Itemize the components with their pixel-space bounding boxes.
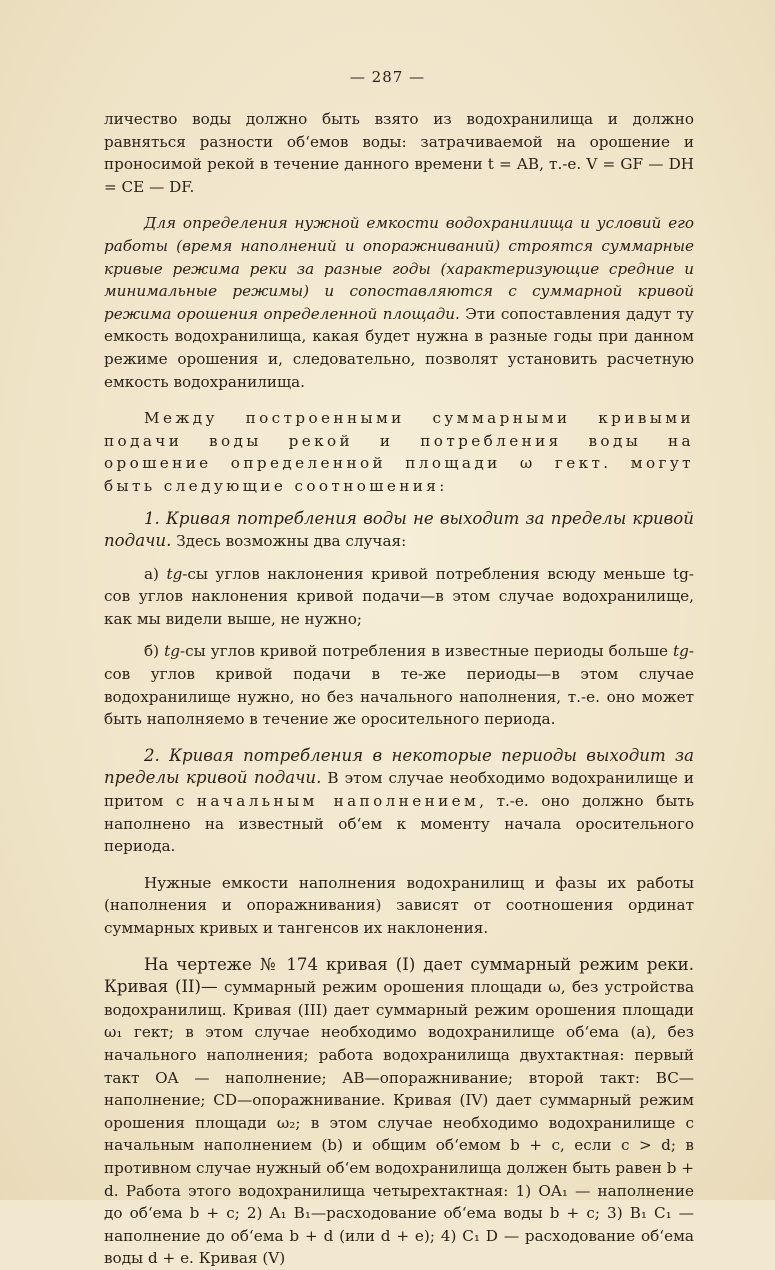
paragraph-text: -сы углов кривой потребления в известные периоды больше: [179, 642, 674, 661]
page-number: — 287 —: [349, 68, 426, 86]
paragraph-text: В этом случае необходимо водохранилище и притом с: [104, 769, 694, 811]
page-body: [104, 108, 694, 1270]
paragraph-text: Нужные емкости наполнения водохранилищ и фазы их работы (наполнения и опоражнивания) зависят от соотношения ординат суммарных кривых и тангенсов их наклонения.: [104, 873, 694, 937]
spaced-emphasis: начальным наполнением: [196, 792, 480, 811]
case-heading: 1. Кривая потребления воды не выходит за пределы кривой подачи.: [104, 508, 694, 551]
case-heading: 2. Кривая потребления в некоторые периоды выходит за пределы кривой подачи.: [104, 745, 694, 788]
paragraph-text: Между построенными суммарными кривыми подачи воды рекой и потребления воды на орошение определенной площади ω гект. могут быть следующие соотношения:: [104, 409, 694, 495]
math-term: tg: [164, 642, 180, 661]
paragraph-text: Эти сопоставления дадут ту емкость водохранилища, какая будет нужна в разные годы при данном режиме орошения и, следовательно, позволят установить расчетную емкость водохранилища.: [104, 304, 694, 391]
list-marker: б): [144, 642, 165, 661]
paragraph-text: Здесь возможны два случая:: [171, 532, 407, 551]
paragraph-case-2: [104, 745, 694, 858]
paragraph-text: суммарный режим орошения площади ω, без устройства водохранилищ. Кривая (III) дает суммарный режим орошения площади ω₁ гект; в этом случае необходимо водохранилище об‘ема (a), без начального наполнения; работа водохранилища двухтактная: первый такт OA — наполнение; AB—опоражнивание; второй такт: BC—наполнение; CD—опоражнивание. Кривая (IV) дает суммарный режим орошения площади ω₂; в этом случае необходимо водохранилище с начальным наполнением (b) и общим об‘емом b + c, если c > d; в противном случае нужный об‘ем водохранилища должен быть равен b + d. Работа этого водохранилища четырехтактная: 1) OA₁ — наполнение до об‘ема b + c; 2) A₁ B₁—расходование об‘ема воды b + c; 3) B₁ C₁ — наполнение до об‘ема b + d (или d + e); 4) C₁ D — расходование об‘ема воды d + e. Кривая (V): [104, 978, 695, 1268]
paragraph-text: -сы углов наклонения кривой потребления всюду меньше tg-сов углов наклонения кривой подачи—в этом случае водохранилище, как мы видели выше, не нужно;: [104, 564, 694, 628]
paragraph-reservoir-capacity: [104, 212, 694, 393]
paragraph-capacities: [104, 872, 694, 940]
paragraph-text: личество воды должно быть взято из водохранилища и должно равняться разности об‘емов воды: затрачиваемой на орошение и проносимой рекой в течение данного времени t = AB, т.-е. V = GF — DH = CE — DF.: [104, 110, 694, 196]
paragraph-text: -сов углов кривой подачи в те-же периоды—в этом случае водохранилище нужно, но без начального наполнения, т.-е. оно может быть наполняемо в течение же оросительного периода.: [104, 642, 694, 729]
math-term: tg: [673, 642, 689, 661]
paragraph-text: , т.-е. оно должно быть наполнено на известный об‘ем к моменту начала оросительного периода.: [104, 792, 694, 856]
paragraph-continuation: [104, 108, 694, 198]
paragraph-case-1b: [104, 640, 694, 730]
paragraph-relations-intro: [104, 407, 694, 497]
paragraph-drawing-174: [104, 954, 694, 1270]
paragraph-lead: На чертеже № 174 кривая (I) дает суммарный режим реки. Кривая (II)—: [104, 954, 694, 997]
paragraph-case-1: [104, 508, 694, 553]
list-marker: a): [144, 564, 167, 583]
emphasis-text: Для определения нужной емкости водохранилища и условий его работы (время наполнений и опоражниваний) строятся суммарные кривые режима реки за разные годы (характеризующие средние и минимальные режимы) и сопоставляются с суммарной кривой режима орошения определенной площади.: [104, 214, 694, 323]
paragraph-case-1a: [104, 563, 694, 631]
math-term: tg: [166, 564, 183, 583]
